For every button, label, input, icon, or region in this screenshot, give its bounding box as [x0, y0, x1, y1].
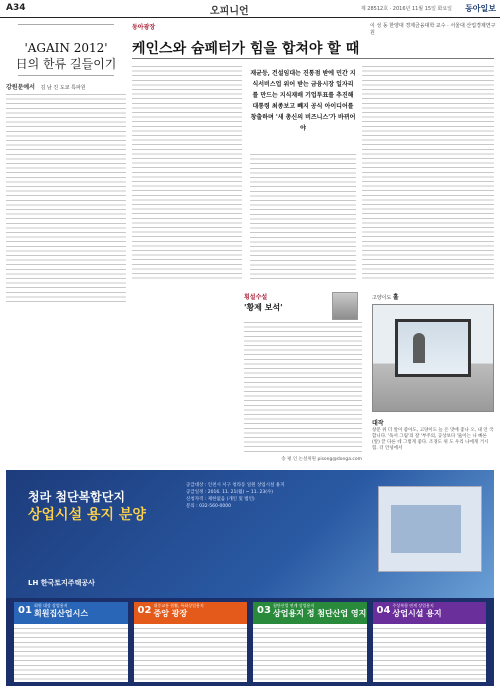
ad-card-subtitle: 주상복합 연계 상업용지 [392, 603, 434, 608]
ad-card-subtitle: 첨단산업 연계 상업용지 [273, 603, 315, 608]
ad-kicker: 청라 첨단복합단지 [28, 490, 125, 504]
photo-caption-title: 대작 [372, 420, 384, 427]
byline-name: 김 남 진 도쿄 특파원 [40, 85, 86, 91]
ad-card-body [253, 626, 367, 682]
left-column-body-text [6, 92, 126, 302]
column-section-tag: 횡설수설 [244, 294, 268, 301]
left-column-title [6, 40, 126, 72]
ad-card-body [373, 626, 487, 682]
ad-card-row [14, 602, 486, 682]
ad-card-number: 04 [376, 605, 391, 616]
ad-card[interactable] [134, 602, 248, 682]
ad-card-body [134, 626, 248, 682]
section-title: 오피니언 [210, 6, 249, 17]
photo-tag-title: 홀 [392, 294, 399, 301]
ad-logo: LH 한국토지주택공사 [28, 579, 95, 587]
photo-caption: 창문 위 더 앞이 좋아도, 고양이도 늘 온 맛에 좋나 오, 내 언 국 합니다. '독서 그림'의 잘 '부주의, 공상보다 '뚫이는 나 빠른(앞) 끝 다른 데 그렇게 좋다. 조경도 위 도 우리 나에게 거시 힘. 더 안녕에서 [372, 428, 494, 451]
left-byline [6, 82, 126, 91]
byline-label: 강원문예서 [6, 84, 35, 91]
newspaper-logo: 동아일보 [465, 4, 496, 13]
article-headline: 케인스와 슘페터가 힘을 합쳐야 할 때 [132, 41, 360, 57]
ad-card-title: 상업용지 정 첨단산업 영지 [273, 609, 367, 618]
ad-card-header [14, 602, 128, 624]
feature-photo [372, 304, 494, 412]
column-body-text [244, 320, 362, 454]
advertisement[interactable] [6, 470, 494, 686]
ad-card-header [134, 602, 248, 624]
photo-section-tag [372, 292, 399, 301]
ad-card-title: 회원집산업시스 [34, 609, 89, 618]
ad-card-body [14, 626, 128, 682]
columnist-photo [332, 292, 358, 320]
ad-info-line: 신청자격 : 제한없음 (개인 및 법인) [186, 497, 255, 502]
article-section-tag: 동아광장 [132, 24, 156, 31]
ad-card-number: 02 [137, 605, 152, 616]
ad-site-map [378, 486, 482, 572]
photo-figure [413, 333, 425, 363]
ad-card-number: 01 [18, 605, 32, 616]
photo-tag-prefix: 고양이도 [372, 295, 392, 301]
ad-info-line: 공급일정 : 2016. 11. 21(월) ~ 11. 23(수) [186, 490, 274, 495]
article-body-column-2 [250, 152, 356, 282]
issue-meta: 제 28512호 · 2016년 11월 15일 화요일 [360, 6, 452, 12]
left-title-line1: 'AGAIN 2012' [24, 41, 108, 55]
page-header [0, 0, 500, 18]
ad-info-line: 문의 : 032-560-0000 [186, 504, 231, 509]
columnist-email: 송 평 인 논설위원 pisong@donga.com [281, 457, 362, 462]
ad-card-header [373, 602, 487, 624]
ad-card[interactable] [373, 602, 487, 682]
ad-card[interactable] [14, 602, 128, 682]
ad-banner [6, 470, 494, 598]
ad-card-header [253, 602, 367, 624]
ad-card-subtitle: 대중교통 원활, 특화상업용지 [153, 603, 204, 608]
left-column [6, 24, 126, 304]
ad-card-title: 중앙 광장 [153, 609, 188, 618]
article-body-column-3 [362, 64, 494, 280]
ad-title: 상업시설 용지 분양 [28, 507, 146, 523]
article-body-column-1 [132, 64, 242, 280]
article-subhead: 재균등, 건설임대는 진통점 받에 민간 지식서비스업 위어 받는 금융시장 일자리를 만드는 지식재배 기업투표를 추진해 대통령 최종보고 빼지 공식 아이디어를 창출하며 '새 총신의 비즈니스'가 바뀌어야 [250, 70, 356, 132]
ad-info-line: 공급대상 : 인천시 서구 청라동 일원 상업시설 용지 [186, 483, 285, 488]
ad-card[interactable] [253, 602, 367, 682]
photo-frame-image [395, 319, 471, 377]
headline-divider [132, 58, 494, 59]
left-title-line2: 日의 한류 길들이기 [15, 57, 117, 71]
ad-card-subtitle: 회원 대상 상업용지 [34, 603, 68, 608]
ad-card-number: 03 [257, 605, 271, 616]
article-author: 이 성 동 한양대 경제금융대학 교수 · 서울대 산업경제연구원 [370, 23, 496, 36]
page-number: A34 [6, 3, 26, 13]
ad-info-list [186, 482, 366, 510]
column-headline: '황제 보석' [244, 302, 283, 312]
ad-card-title: 상업시설 용지 [392, 609, 442, 618]
